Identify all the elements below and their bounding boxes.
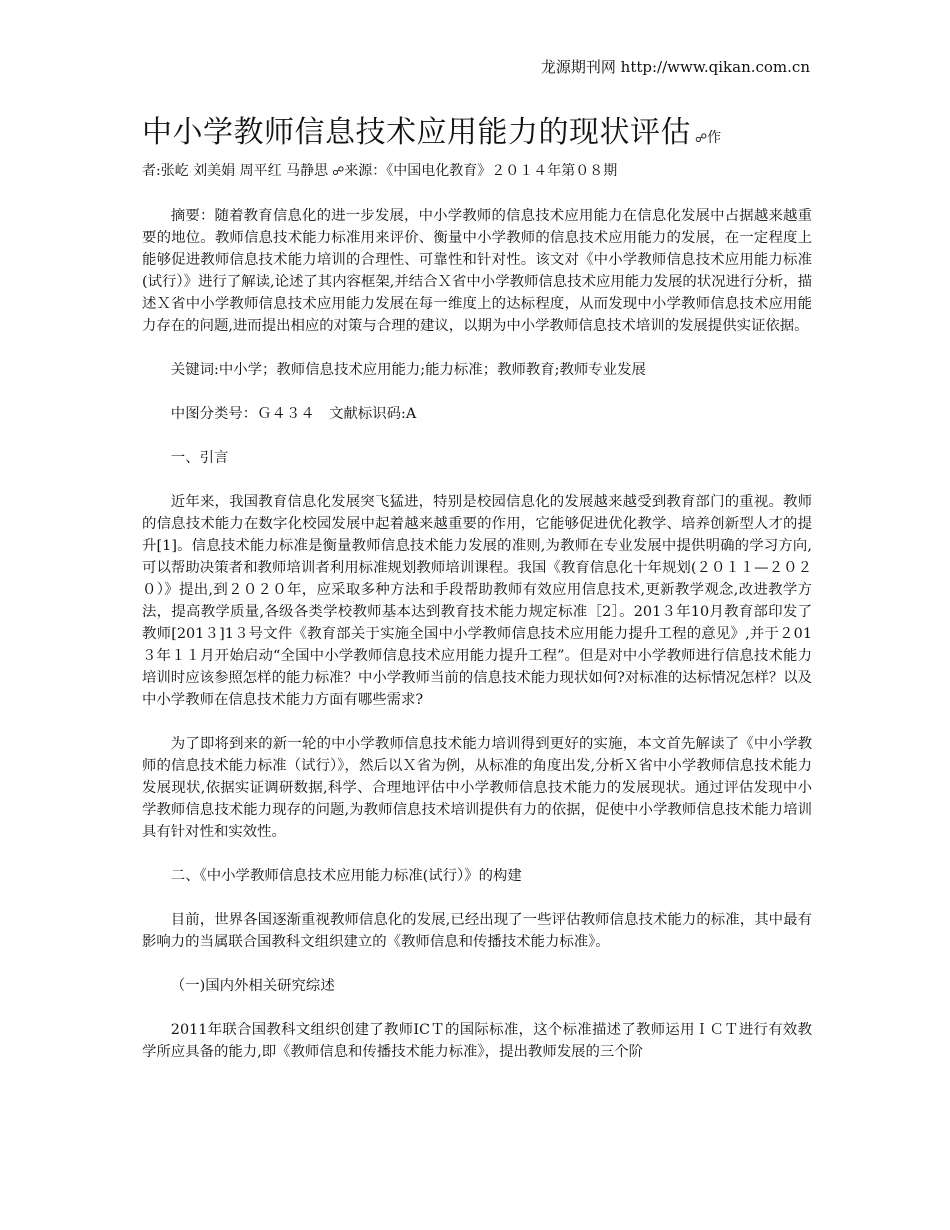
abstract: 摘要：随着教育信息化的进一步发展，中小学教师的信息技术应用能力在信息化发展中占据越来越重要的地位。教师信息技术能力标准用来评价、衡量中小学教师的信息技术应用能力的发展，在一定程度上能够促进教师信息技术能力培训的合理性、可靠性和针对性。该文对《中小学教师信息技术应用能力标准(试行）》进行了解读,论述了其内容框架,并结合Ｘ省中小学教师信息技术应用能力发展的状况进行分析，描述Ｘ省中小学教师信息技术应用能力发展在每一维度上的达标程度，从而发现中小学教师信息技术应用能力存在的问题,进而提出相应的对策与合理的建议，以期为中小学教师信息技术培训的发展提供实证依据。: [142, 208, 812, 334]
section-heading-1: 一、引言: [170, 450, 229, 466]
link-icon: ☍: [695, 131, 708, 145]
paragraph-review: 2011年联合国教科文组织创建了教师ICＴ的国际标准，这个标准描述了教师运用ＩＣＴ进行有效教学所应具备的能力,即《教师信息和传播技术能力标准》，提出教师发展的三个阶: [142, 1022, 812, 1060]
paragraph-standards: 目前，世界各国逐渐重视教师信息化的发展,已经出现了一些评估教师信息技术能力的标准，其中最有影响力的当属联合国教科文组织建立的《教师信息和传播技术能力标准》。: [142, 912, 812, 950]
site-header: 龙源期刊网 http://www.qikan.com.cn: [540, 58, 810, 76]
article-meta: [142, 161, 812, 181]
section-heading-2: 二、《中小学教师信息技术应用能力标准(试行）》的构建: [170, 868, 522, 884]
article-title: 中小学教师信息技术应用能力的现状评估: [142, 115, 691, 150]
title-tail: 作: [707, 130, 722, 146]
authors: 者:张屹 刘美娟 周平红 马静思: [142, 163, 329, 179]
article-body: [142, 112, 812, 1085]
classification: 中图分类号：Ｇ４３４ 文献标识码:A: [170, 406, 417, 422]
source: 来源：《中国电化教育》２０１４年第０８期: [344, 163, 618, 179]
keywords: 关键词:中小学；教师信息技术应用能力;能力标准；教师教育;教师专业发展: [170, 362, 646, 378]
title-line: [142, 112, 812, 159]
link-icon: ☍: [332, 164, 345, 178]
paragraph-intro-2: 为了即将到来的新一轮的中小学教师信息技术能力培训得到更好的实施，本文首先解读了《中小学教师的信息技术能力标准（试行）》，然后以Ｘ省为例，从标准的角度出发,分析Ｘ省中小学教师信息技术能力发展现状,依据实证调研数据,科学、合理地评估中小学教师信息技术能力的发展现状。通过评估发现中小学教师信息技术能力现存的问题,为教师信息技术培训提供有力的依据，促使中小学教师信息技术能力培训具有针对性和实效性。: [142, 736, 812, 840]
paragraph-intro-1: 近年来，我国教育信息化发展突飞猛进，特别是校园信息化的发展越来越受到教育部门的重视。教师的信息技术能力在数字化校园发展中起着越来越重要的作用，它能够促进优化教学、培养创新型人才的提升[1]。信息技术能力标准是衡量教师信息技术能力发展的准则,为教师在专业发展中提供明确的学习方向,可以帮助决策者和教师培训者利用标准规划教师培训课程。我国《教育信息化十年规划(２０１１—２０２０）》提出,到２０２０年，应采取多种方法和手段帮助教师有效应用信息技术,更新教学观念,改进教学方法，提高教学质量,各级各类学校教师基本达到教育技术能力规定标准［2］。201３年10月教育部印发了教师[201３]1３号文件《教育部关于实施全国中小学教师信息技术应用能力提升工程的意见》,并于２01３年１１月开始启动“全国中小学教师信息技术应用能力提升工程”。但是对中小学教师进行信息技术能力培训时应该参照怎样的能力标准？中小学教师当前的信息技术能力现状如何?对标准的达标情况怎样？以及中小学教师在信息技术能力方面有哪些需求?: [142, 494, 813, 708]
subsection-heading-1: （一)国内外相关研究综述: [170, 978, 335, 994]
